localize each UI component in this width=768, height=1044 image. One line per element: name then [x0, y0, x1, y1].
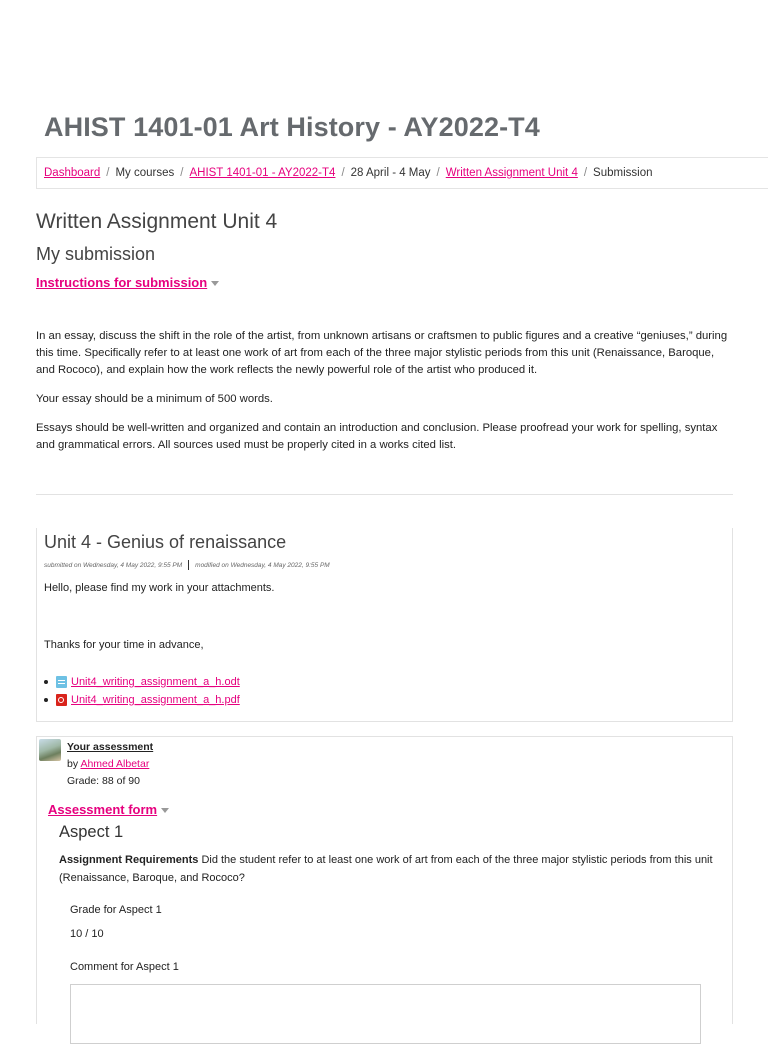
- avatar[interactable]: [39, 739, 61, 761]
- aspect-requirement-label: Assignment Requirements: [59, 854, 199, 866]
- caret-down-icon: [161, 808, 169, 813]
- submission-text-line: Thanks for your time in advance,: [44, 639, 204, 651]
- grade-text: Grade: 88 of 90: [67, 775, 140, 787]
- page-title: Written Assignment Unit 4: [36, 210, 278, 233]
- instructions-paragraph: Your essay should be a minimum of 500 words.: [36, 393, 273, 405]
- bullet: [44, 698, 48, 702]
- attachment-link-odt[interactable]: Unit4_writing_assignment_a_h.odt: [71, 676, 240, 688]
- submitted-label: submitted on: [44, 561, 82, 569]
- instructions-paragraph: In an essay, discuss the shift in the role of the artist, from unknown artisans or craftsmen to public figures and a creative “geniuses,” during this time. Specifically refer to at least one work of art from each of the three major stylistic periods from this unit (Renaissance, Baroque, and Rococo), and explain how the work reflects the newly powerful role of the artist who produced it.: [36, 330, 728, 376]
- bullet: [44, 680, 48, 684]
- breadcrumb-separator: /: [106, 167, 110, 179]
- breadcrumb-separator: /: [180, 167, 184, 179]
- aspect-comment-label: Comment for Aspect 1: [70, 961, 179, 973]
- assessment-panel: [36, 736, 733, 1024]
- breadcrumb-my-courses: My courses: [115, 167, 175, 179]
- aspect-title: Aspect 1: [59, 823, 124, 841]
- course-title: AHIST 1401-01 Art History - AY2022-T4: [44, 112, 540, 142]
- instructions-content: [36, 328, 736, 466]
- section-title-my-submission: My submission: [36, 244, 156, 264]
- breadcrumb-week: 28 April - 4 May: [350, 167, 431, 179]
- attachment-link-pdf[interactable]: Unit4_writing_assignment_a_h.pdf: [71, 694, 240, 706]
- assessment-form-toggle-label[interactable]: Assessment form: [48, 802, 158, 817]
- breadcrumb-course[interactable]: AHIST 1401-01 - AY2022-T4: [189, 167, 336, 179]
- divider: [36, 494, 733, 495]
- attachment-list: [44, 673, 240, 709]
- assessor-link[interactable]: Ahmed Albetar: [80, 758, 150, 770]
- by-label: by: [67, 758, 79, 770]
- aspect-grade-label: Grade for Aspect 1: [70, 904, 162, 916]
- modified-date: Wednesday, 4 May 2022, 9:55 PM: [230, 561, 330, 569]
- submission-title: Unit 4 - Genius of renaissance: [44, 532, 287, 552]
- caret-down-icon: [211, 281, 219, 286]
- aspect-comment-box: [70, 984, 701, 1044]
- meta-divider: [188, 560, 189, 570]
- breadcrumb-separator: /: [436, 167, 440, 179]
- submission-meta: [44, 560, 330, 570]
- submission-text-line: Hello, please find my work in your attachments.: [44, 582, 275, 594]
- assessment-form-toggle[interactable]: [48, 802, 169, 817]
- submitted-date: Wednesday, 4 May 2022, 9:55 PM: [83, 561, 183, 569]
- document-icon: [56, 676, 67, 688]
- assessor-line: [67, 758, 149, 770]
- breadcrumb: [36, 157, 768, 189]
- instructions-paragraph: Essays should be well-written and organized and contain an introduction and conclusion. Please proofread your work for spelling, syntax and grammatical errors. All sources used must be properly cited in a works cited list.: [36, 422, 718, 451]
- breadcrumb-dashboard[interactable]: Dashboard: [44, 167, 101, 179]
- submission-panel: [36, 528, 733, 722]
- aspect-grade-value: 10 / 10: [70, 928, 104, 940]
- instructions-toggle-label[interactable]: Instructions for submission: [36, 275, 208, 290]
- your-assessment-link[interactable]: Your assessment: [67, 741, 154, 753]
- breadcrumb-current: Submission: [593, 167, 653, 179]
- attachment-item: [44, 691, 240, 709]
- breadcrumb-separator: /: [583, 167, 588, 179]
- breadcrumb-separator: /: [341, 167, 345, 179]
- aspect-description: [59, 851, 719, 887]
- modified-label: modified on: [195, 561, 229, 569]
- breadcrumb-assignment[interactable]: Written Assignment Unit 4: [445, 167, 578, 179]
- instructions-toggle[interactable]: [36, 275, 219, 290]
- attachment-item: [44, 673, 240, 691]
- aspect-requirement-text: Did the student refer to at least one work of art from each of the three major stylistic periods from this unit (Renaissance, Baroque, and Rococo?: [59, 854, 713, 884]
- pdf-icon: [56, 694, 67, 706]
